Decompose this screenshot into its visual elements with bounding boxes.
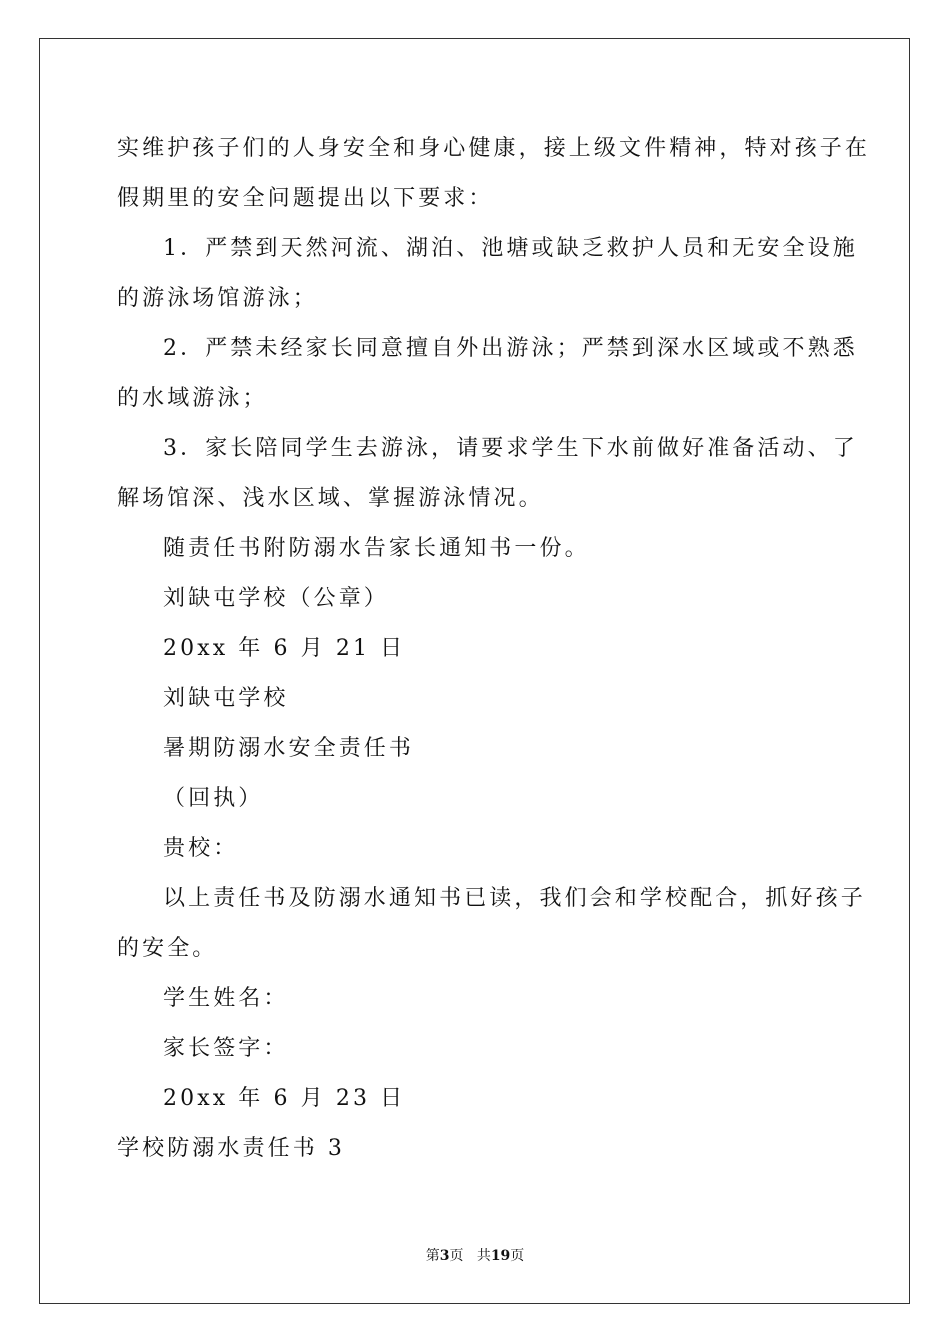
text-line: 3．家长陪同学生去游泳，请要求学生下水前做好准备活动、了 <box>163 436 858 461</box>
text-line: 的游泳场馆游泳； <box>117 286 318 311</box>
text-line: （回执） <box>163 786 264 811</box>
text-line: 贵校： <box>163 836 239 861</box>
text-line: 以上责任书及防溺水通知书已读，我们会和学校配合，抓好孩子 <box>163 886 866 911</box>
text-line: 学生姓名： <box>163 986 289 1011</box>
page-prefix: 第 <box>425 1248 440 1264</box>
text-line: 解场馆深、浅水区域、掌握游泳情况。 <box>117 486 544 511</box>
text-line: 暑期防溺水安全责任书 <box>163 736 415 761</box>
text-line: 随责任书附防溺水告家长通知书一份。 <box>163 536 590 561</box>
total-pages: 19 <box>490 1248 511 1264</box>
total-suffix: 页 <box>510 1248 525 1264</box>
total-prefix: 共 <box>476 1248 491 1264</box>
text-line: 实维护孩子们的人身安全和身心健康，接上级文件精神，特对孩子在 <box>117 136 871 161</box>
text-line: 假期里的安全问题提出以下要求： <box>117 186 494 211</box>
document-body <box>117 124 871 1174</box>
text-line: 家长签字： <box>163 1036 289 1061</box>
text-line: 学校防溺水责任书 3 <box>117 1136 345 1161</box>
text-line: 1．严禁到天然河流、湖泊、池塘或缺乏救护人员和无安全设施 <box>163 236 858 261</box>
page-footer <box>0 1247 950 1265</box>
page-suffix: 页 <box>449 1248 464 1264</box>
text-line: 2．严禁未经家长同意擅自外出游泳；严禁到深水区域或不熟悉 <box>163 336 858 361</box>
page-number: 3 <box>439 1248 450 1264</box>
text-line: 刘缺屯学校（公章） <box>163 586 389 611</box>
text-line: 20xx 年 6 月 23 日 <box>163 1086 406 1111</box>
text-line: 20xx 年 6 月 21 日 <box>163 636 406 661</box>
text-line: 的安全。 <box>117 936 218 961</box>
text-line: 的水域游泳； <box>117 386 268 411</box>
text-line: 刘缺屯学校 <box>163 686 289 711</box>
